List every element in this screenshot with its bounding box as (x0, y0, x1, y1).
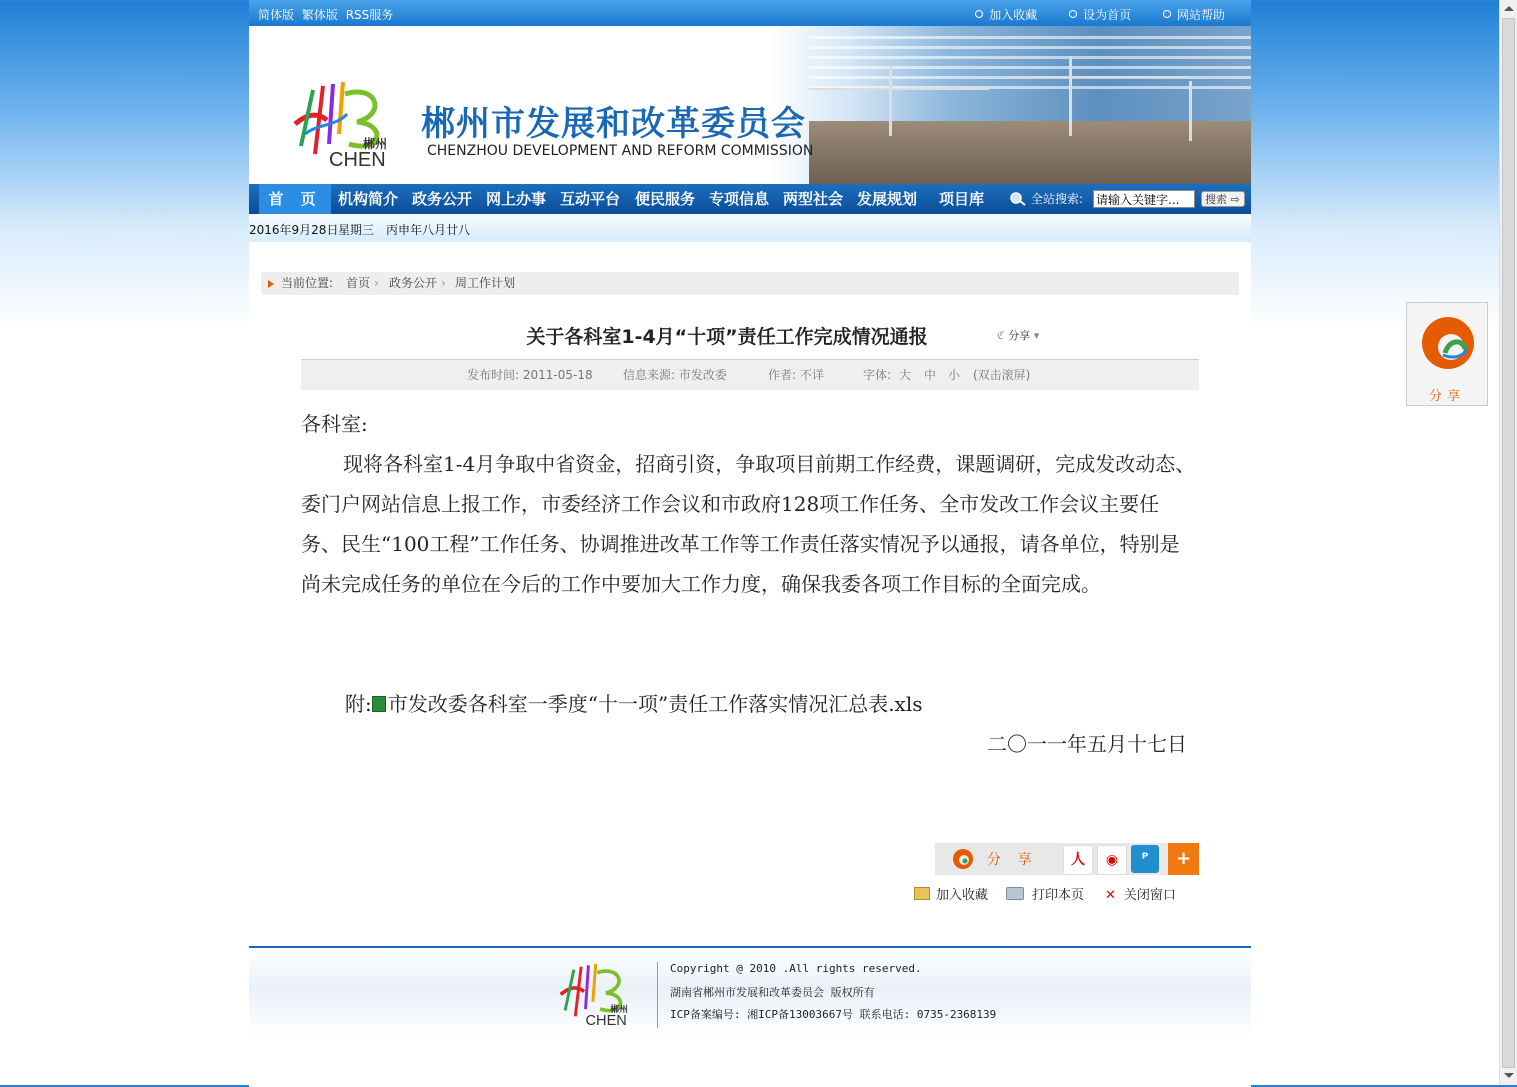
site-logo (287, 74, 397, 170)
search-button-label: 搜索 (1205, 193, 1227, 206)
magnifier-icon (1009, 191, 1027, 207)
article-meta (301, 359, 1199, 390)
nav-gov-affairs[interactable]: 政务公开 (412, 190, 473, 208)
logo-text-cn: 郴州 (363, 137, 388, 151)
add-favorite-label: 加入收藏 (936, 888, 989, 903)
link-set-home-label: 设为首页 (1083, 8, 1132, 22)
author: 作者: 不详 (768, 368, 824, 382)
site-banner (249, 26, 1251, 184)
article-body (301, 404, 1199, 604)
date-bar (249, 214, 1251, 242)
search-input[interactable] (1093, 190, 1195, 208)
dblclick-scroll-hint: (双击滚屏) (973, 368, 1031, 382)
lunar-date: 丙申年八月廿八 (386, 223, 471, 237)
tencent-weibo-share-icon[interactable]: ᴾ (1131, 845, 1159, 873)
share-logo-icon (951, 847, 975, 871)
current-weekday: 星期三 (338, 223, 375, 237)
attachment-link[interactable]: 市发改委各科室一季度“十一项”责任工作落实情况汇总表.xls (387, 692, 923, 716)
bullet-icon (1069, 10, 1077, 18)
link-add-favorite-label: 加入收藏 (989, 8, 1038, 22)
nav-projects[interactable]: 项目库 (939, 190, 985, 208)
article-paragraph: 现将各科室1-4月争取中省资金，招商引资，争取项目前期工作经费，课题调研，完成发改动态、委门户网站信息上报工作，市委经济工作会议和市政府128项工作任务、全市发改工作会议主要任务、民生“100工程”工作任务、协调推进改革工作等工作责任落实情况予以通报，请各单位，特别是尚未完成任务的单位在今后的工作中要加大工作力度，确保我委各项工作目标的全面完成。 (301, 452, 1196, 596)
link-set-home[interactable] (1069, 8, 1131, 22)
footer-icp: ICP备案编号: 湘ICP备13003667号 联系电话: 0735-2368139 (670, 1008, 997, 1021)
breadcrumb (261, 272, 1239, 295)
signature-date: 二〇一一年五月十七日 (987, 732, 1187, 756)
site-footer (249, 946, 1251, 1087)
folder-icon (914, 887, 930, 900)
site-title: 郴州市发展和改革委员会 (421, 104, 806, 144)
footer-owner: 湖南省郴州市发展和改革委员会 版权所有 (670, 986, 875, 999)
link-traditional[interactable]: 繁体版 (301, 8, 338, 22)
share-dropdown[interactable] (997, 327, 1039, 343)
add-favorite-button[interactable] (914, 884, 988, 903)
excel-file-icon (372, 696, 386, 712)
publish-time: 发布时间: 2011-05-18 (467, 368, 593, 382)
nav-special-info[interactable]: 专项信息 (709, 190, 770, 208)
share-dropdown-label: 分享 (1008, 329, 1031, 342)
scroll-down-icon[interactable] (1504, 1073, 1514, 1078)
footer-logo-text-en: CHEN (585, 1013, 627, 1028)
share-icon: ℭ (997, 329, 1005, 342)
floating-share-widget[interactable] (1406, 302, 1488, 406)
footer-copyright: Copyright @ 2010 .All rights reserved. (670, 962, 922, 975)
bullet-icon (975, 10, 983, 18)
breadcrumb-arrow-icon (268, 280, 274, 288)
bullet-icon (1163, 10, 1171, 18)
nav-planning[interactable]: 发展规划 (857, 190, 918, 208)
print-button[interactable] (1006, 884, 1084, 903)
link-site-help-label: 网站帮助 (1176, 8, 1225, 22)
printer-icon (1006, 887, 1024, 900)
font-small-button[interactable]: 小 (948, 368, 961, 382)
share-logo-icon (1419, 309, 1477, 375)
close-window-button[interactable] (1105, 884, 1176, 903)
info-source: 信息来源: 市发改委 (623, 368, 727, 382)
font-large-button[interactable]: 大 (899, 368, 912, 382)
weibo-share-icon[interactable]: ◉ (1097, 845, 1127, 875)
chevron-right-icon: › (441, 276, 446, 290)
nav-online-service[interactable]: 网上办事 (486, 190, 547, 208)
footer-logo (549, 958, 641, 1028)
main-nav (249, 184, 1251, 214)
nav-about[interactable]: 机构简介 (338, 190, 399, 208)
logo-text-en: CHEN (329, 149, 386, 170)
article-title: 关于各科室1-4月“十项”责任工作完成情况通报 (526, 326, 928, 348)
banner-photo (809, 121, 1251, 184)
more-share-icon[interactable]: + (1168, 843, 1199, 875)
nav-home[interactable]: 首 页 (259, 184, 331, 214)
nav-public-service[interactable]: 便民服务 (635, 190, 696, 208)
close-label: 关闭窗口 (1123, 888, 1176, 903)
banner-decoration (809, 36, 1251, 96)
breadcrumb-weekly-plan[interactable]: 周工作计划 (455, 276, 516, 290)
attachment (345, 684, 923, 724)
scroll-thumb[interactable] (1502, 18, 1515, 1068)
greeting: 各科室: (301, 412, 368, 436)
attachment-label: 附: (345, 692, 372, 716)
chevron-right-icon: › (374, 276, 379, 290)
breadcrumb-home[interactable]: 首页 (346, 276, 371, 290)
page-container (249, 0, 1251, 1085)
breadcrumb-label: 当前位置: (281, 276, 334, 290)
arrow-right-icon: ⇨ (1230, 193, 1240, 206)
close-icon: ✕ (1105, 888, 1116, 903)
nav-two-type-society[interactable]: 两型社会 (783, 190, 844, 208)
share-bar (935, 843, 1199, 875)
scroll-up-icon[interactable] (1504, 6, 1514, 11)
caret-down-icon: ▾ (1033, 329, 1040, 342)
site-title-en: CHENZHOU DEVELOPMENT AND REFORM COMMISSION (427, 143, 814, 159)
current-date: 2016年9月28日 (249, 223, 339, 237)
link-simplified[interactable]: 简体版 (258, 8, 295, 22)
search-label: 全站搜索: (1031, 192, 1084, 206)
search-button[interactable] (1201, 191, 1245, 207)
share-bar-label: 分 享 (987, 852, 1038, 868)
link-site-help[interactable] (1163, 8, 1225, 22)
renren-share-icon[interactable]: 人 (1063, 845, 1093, 875)
print-label: 打印本页 (1032, 888, 1085, 903)
link-rss[interactable]: RSS服务 (345, 8, 394, 22)
nav-interaction[interactable]: 互动平台 (560, 190, 621, 208)
footer-divider (657, 962, 658, 1028)
vertical-scrollbar[interactable] (1499, 0, 1517, 1085)
font-medium-button[interactable]: 中 (924, 368, 937, 382)
floating-share-label: 分享 (1428, 389, 1465, 404)
link-add-favorite[interactable] (975, 8, 1037, 22)
footer-logo-text-cn: 郴州 (610, 1004, 628, 1015)
breadcrumb-gov-affairs[interactable]: 政务公开 (389, 276, 438, 290)
font-size-label: 字体: (863, 368, 892, 382)
top-bar (249, 0, 1251, 26)
